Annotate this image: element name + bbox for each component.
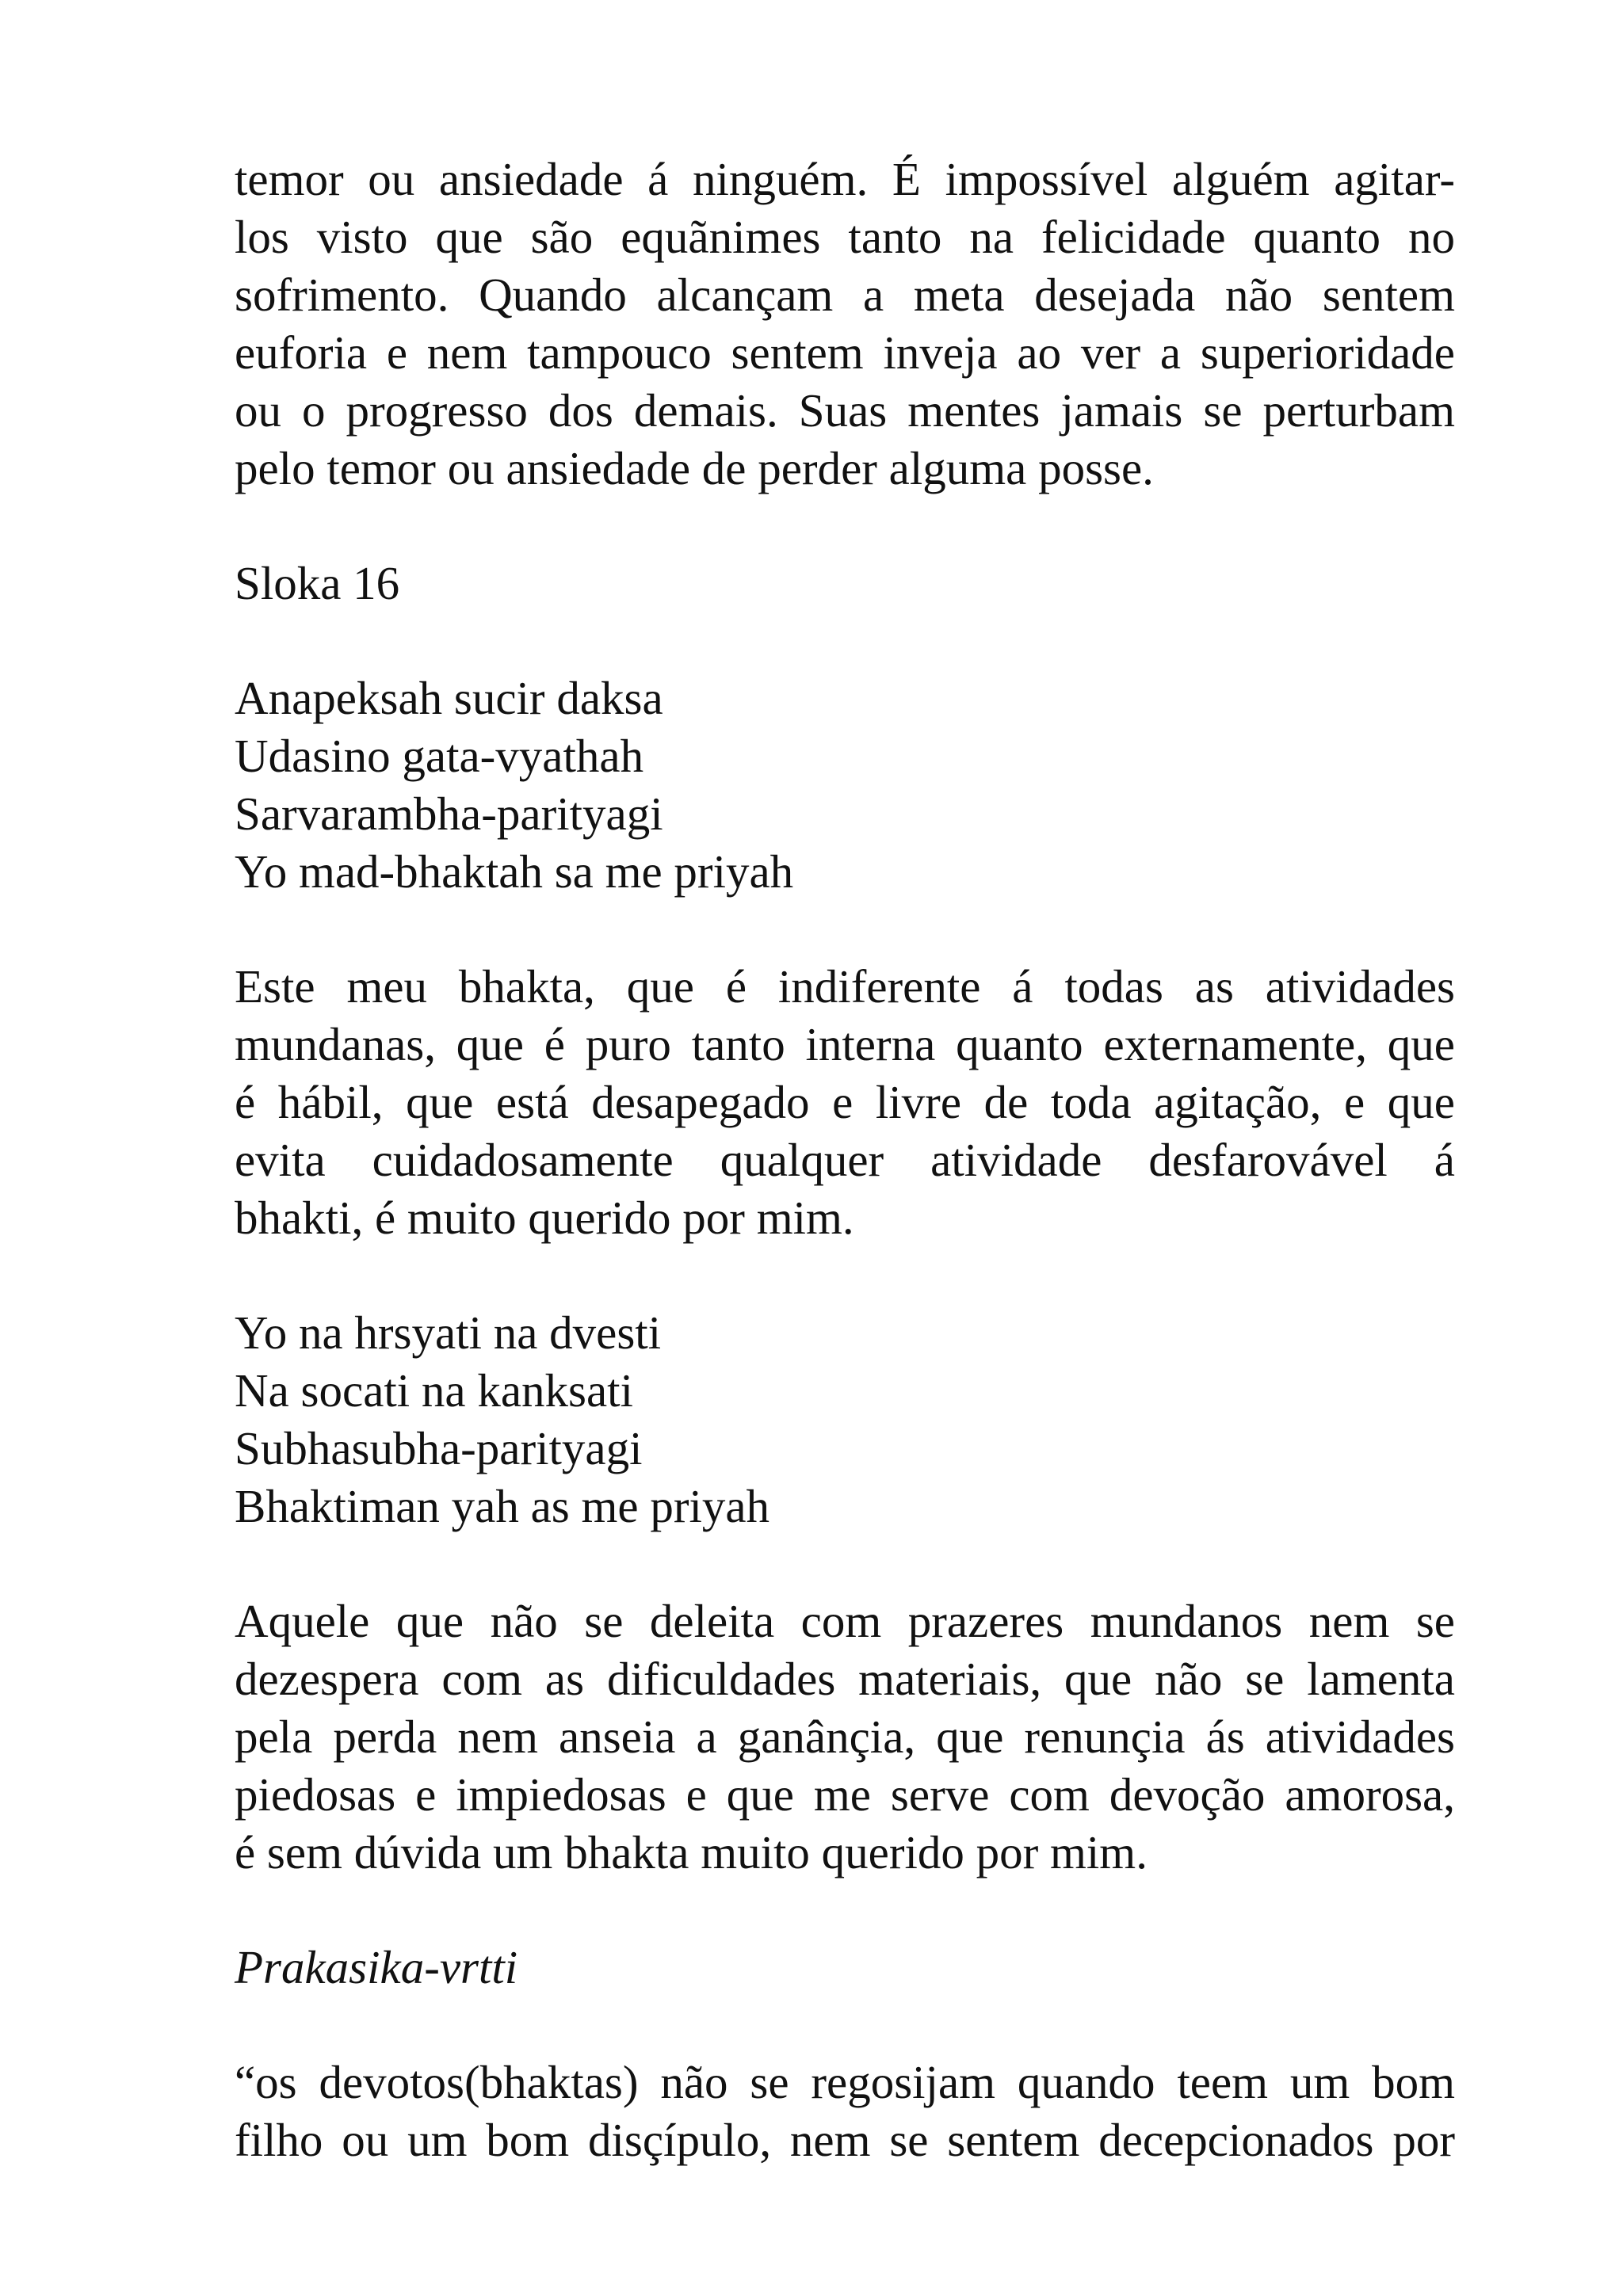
sloka-heading: Sloka 16 <box>235 557 400 609</box>
verse-line: Bhaktiman yah as me priyah <box>235 1480 770 1532</box>
verse-line: Na socati na kanksati <box>235 1364 633 1417</box>
text-line: euforia e nem tampouco sentem inveja ao ver a superioridade <box>235 326 1455 379</box>
text-line: “os devotos(bhaktas) não se regosijam quando teem um bom <box>235 2056 1455 2108</box>
text-line: dezespera com as dificuldades materiais, que não se lamenta <box>235 1653 1455 1705</box>
text-line: pelo temor ou ansiedade de perder alguma posse. <box>235 442 1154 494</box>
text-line: mundanas, que é puro tanto interna quanto externamente, que <box>235 1018 1455 1070</box>
text-line: los visto que são equãnimes tanto na felicidade quanto no <box>235 211 1455 263</box>
spacer <box>235 612 1455 669</box>
spacer <box>235 1535 1455 1592</box>
paragraph-4 <box>235 2054 1455 2169</box>
verse-line: Subhasubha-parityagi <box>235 1422 643 1474</box>
text-line: é sem dúvida um bhakta muito querido por mim. <box>235 1826 1148 1878</box>
spacer <box>235 498 1455 555</box>
commentary-heading: Prakasika-vrtti <box>235 1941 518 1993</box>
verse-line: Yo mad-bhaktah sa me priyah <box>235 845 794 898</box>
text-line: filho ou um bom disçípulo, nem se sentem decepcionados por <box>235 2114 1455 2166</box>
verse-1 <box>235 669 1455 901</box>
text-line: temor ou ansiedade á ninguém. É impossível alguém agitar- <box>235 153 1455 205</box>
paragraph-1 <box>235 151 1455 498</box>
text-line: é hábil, que está desapegado e livre de toda agitação, e que <box>235 1076 1455 1128</box>
verse-line: Yo na hrsyati na dvesti <box>235 1306 662 1359</box>
verse-line: Udasino gata-vyathah <box>235 730 644 782</box>
text-line: sofrimento. Quando alcançam a meta desejada não sentem <box>235 269 1455 321</box>
text-line: piedosas e impiedosas e que me serve com devoção amorosa, <box>235 1768 1455 1821</box>
paragraph-2 <box>235 958 1455 1247</box>
spacer <box>235 1247 1455 1304</box>
document-page <box>235 151 1455 2169</box>
verse-line: Anapeksah sucir daksa <box>235 672 663 724</box>
text-line: bhakti, é muito querido por mim. <box>235 1192 854 1244</box>
text-line: Este meu bhakta, que é indiferente á todas as atividades <box>235 960 1455 1013</box>
spacer <box>235 1882 1455 1939</box>
verse-line: Sarvarambha-parityagi <box>235 788 663 840</box>
text-line: evita cuidadosamente qualquer atividade desfarovável á <box>235 1134 1455 1186</box>
verse-2 <box>235 1304 1455 1535</box>
text-line: Aquele que não se deleita com prazeres mundanos nem se <box>235 1595 1455 1647</box>
spacer <box>235 1997 1455 2054</box>
text-line: pela perda nem anseia a ganânçia, que renunçia ás atividades <box>235 1711 1455 1763</box>
paragraph-3 <box>235 1592 1455 1882</box>
spacer <box>235 901 1455 958</box>
text-line: ou o progresso dos demais. Suas mentes jamais se perturbam <box>235 384 1455 437</box>
